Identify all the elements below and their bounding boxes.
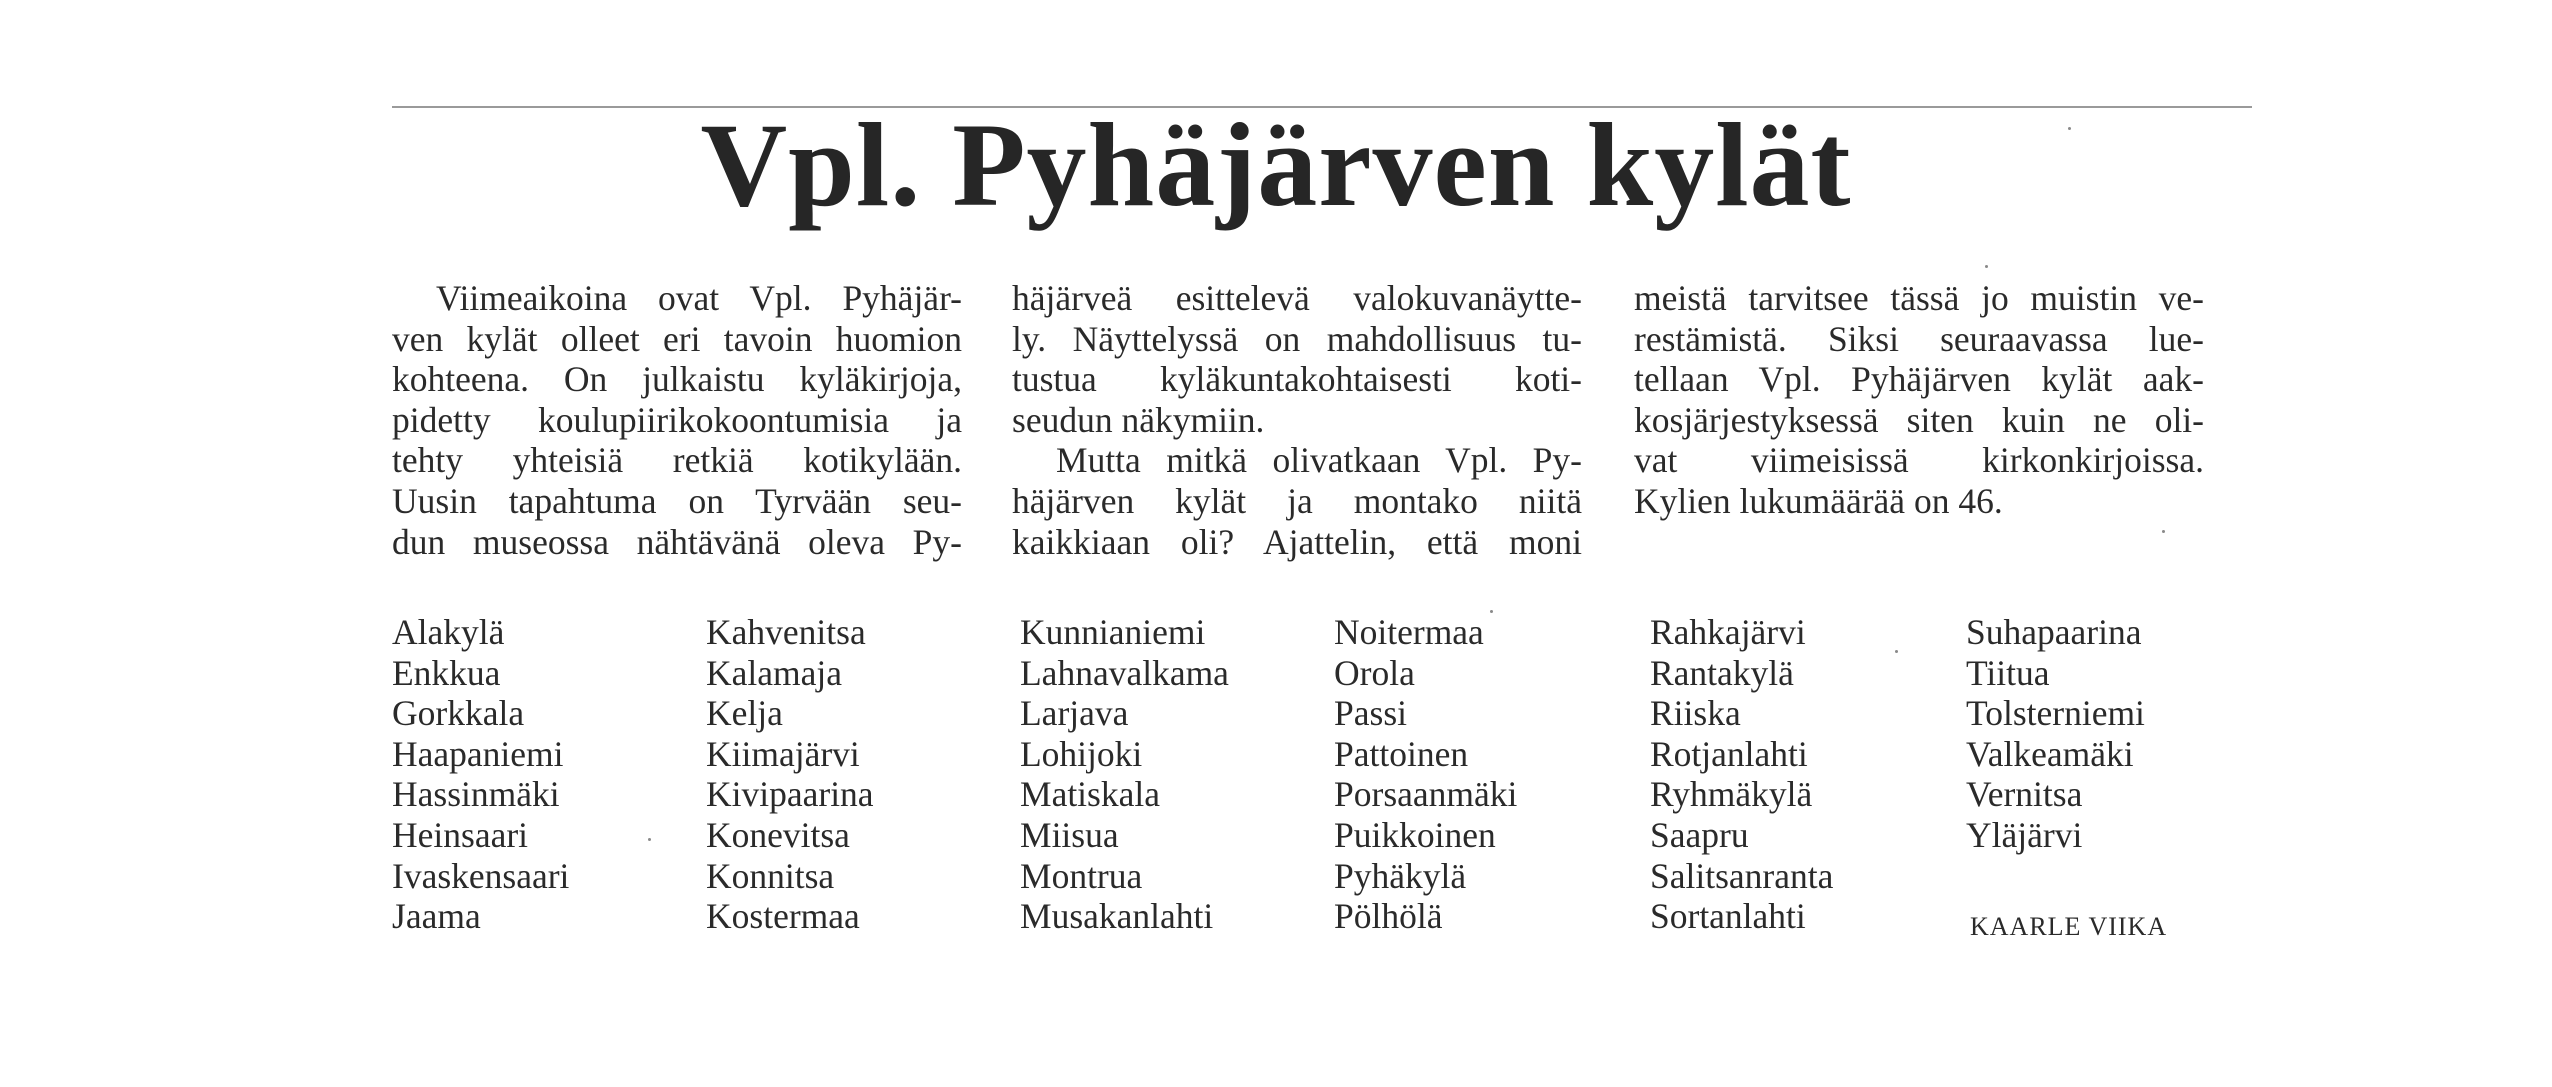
village-name: Jaama (392, 896, 481, 937)
village-list-column-4 (1334, 612, 1634, 937)
village-list-column-1 (392, 612, 692, 937)
scan-speck (1490, 610, 1493, 613)
village-name: Larjava (1020, 693, 1129, 734)
village-name: Pölhölä (1334, 896, 1443, 937)
body-line: meistä tarvitsee tässä jo muistin ve- (1634, 278, 2204, 318)
scan-speck (648, 838, 651, 841)
village-name: Kunnianiemi (1020, 612, 1206, 652)
village-name: Gorkkala (392, 693, 525, 734)
village-name: Riiska (1650, 693, 1741, 734)
village-name: Pattoinen (1334, 733, 1469, 774)
village-name: Haapaniemi (392, 733, 564, 774)
village-name: Sortanlahti (1650, 896, 1806, 937)
village-list-column-2 (706, 612, 1006, 937)
village-name: Heinsaari (392, 814, 529, 855)
body-line: seudun näkymiin. (1012, 399, 1265, 440)
village-name: Kalamaja (706, 652, 843, 693)
body-line: kosjärjestyksessä siten kuin ne oli- (1634, 399, 2204, 440)
village-list-column-3 (1020, 612, 1320, 937)
body-line: kohteena. On julkaistu kyläkirjoja, (392, 359, 962, 400)
village-name: Ryhmäkylä (1650, 774, 1813, 815)
village-name: Valkeamäki (1966, 733, 2134, 774)
village-name: Enkkua (392, 652, 501, 693)
village-name: Matiskala (1020, 774, 1160, 815)
village-name: Montrua (1020, 855, 1143, 896)
village-name: Kelja (706, 693, 783, 734)
body-line: kaikkiaan oli? Ajattelin, että moni (1012, 521, 1582, 562)
village-name: Salitsanranta (1650, 855, 1834, 896)
village-name: Vernitsa (1966, 774, 2083, 815)
village-name: Rotjanlahti (1650, 733, 1808, 774)
body-line: restämistä. Siksi seuraavassa lue- (1634, 318, 2204, 359)
body-line: Mutta mitkä olivatkaan Vpl. Py- (1056, 440, 1582, 481)
headline: Vpl. Pyhäjärven kylät (700, 98, 1852, 231)
village-name: Saapru (1650, 814, 1749, 855)
scan-speck (1895, 650, 1898, 653)
village-name: Tolsterniemi (1966, 693, 2145, 734)
village-name: Rahkajärvi (1650, 612, 1806, 652)
village-name: Miisua (1020, 814, 1119, 855)
body-line: Kylien lukumäärää on 46. (1634, 480, 2003, 521)
village-name: Konevitsa (706, 814, 850, 855)
village-name: Yläjärvi (1966, 814, 2083, 855)
village-name: Kiimajärvi (706, 733, 860, 774)
body-line: ven kylät olleet eri tavoin huomion (392, 318, 962, 359)
village-name: Ivaskensaari (392, 855, 570, 896)
body-line: tehty yhteisiä retkiä kotikylään. (392, 440, 962, 481)
body-column-3 (1634, 278, 2204, 522)
village-name: Rantakylä (1650, 652, 1794, 693)
village-name: Kahvenitsa (706, 612, 866, 652)
body-line: häjärveä esittelevä valokuvanäytte- (1012, 278, 1582, 318)
village-name: Porsaanmäki (1334, 774, 1518, 815)
body-line: Viimeaikoina ovat Vpl. Pyhäjär- (436, 278, 962, 318)
village-name: Puikkoinen (1334, 814, 1496, 855)
village-name: Konnitsa (706, 855, 835, 896)
body-line: ly. Näyttelyssä on mahdollisuus tu- (1012, 318, 1582, 359)
body-line: Uusin tapahtuma on Tyrvään seu- (392, 480, 962, 521)
village-name: Kivipaarina (706, 774, 874, 815)
village-name: Orola (1334, 652, 1415, 693)
village-name: Passi (1334, 693, 1407, 734)
village-name: Pyhäkylä (1334, 855, 1467, 896)
village-name: Hassinmäki (392, 774, 560, 815)
body-line: vat viimeisissä kirkonkirjoissa. (1634, 440, 2204, 481)
scan-speck (1985, 265, 1988, 268)
village-name: Musakanlahti (1020, 896, 1214, 937)
village-name: Lohijoki (1020, 733, 1143, 774)
village-name: Noitermaa (1334, 612, 1484, 652)
village-name: Tiitua (1966, 652, 2050, 693)
village-name: Suhapaarina (1966, 612, 2142, 652)
scan-speck (2068, 127, 2071, 130)
body-line: pidetty koulupiirikokoontumisia ja (392, 399, 962, 440)
body-column-1 (392, 278, 962, 562)
village-name: Lahnavalkama (1020, 652, 1229, 693)
body-line: tellaan Vpl. Pyhäjärven kylät aak- (1634, 359, 2204, 400)
body-line: dun museossa nähtävänä oleva Py- (392, 521, 962, 562)
body-line: häjärven kylät ja montako niitä (1012, 480, 1582, 521)
scan-speck (2162, 530, 2165, 533)
village-name: Kostermaa (706, 896, 860, 937)
author-signature: KAARLE VIIKA (1970, 912, 2168, 941)
village-name: Alakylä (392, 612, 505, 652)
village-list-column-5 (1650, 612, 1950, 937)
village-list-column-6 (1966, 612, 2266, 856)
body-column-2 (1012, 278, 1582, 562)
body-line: tustua kyläkuntakohtaisesti koti- (1012, 359, 1582, 400)
